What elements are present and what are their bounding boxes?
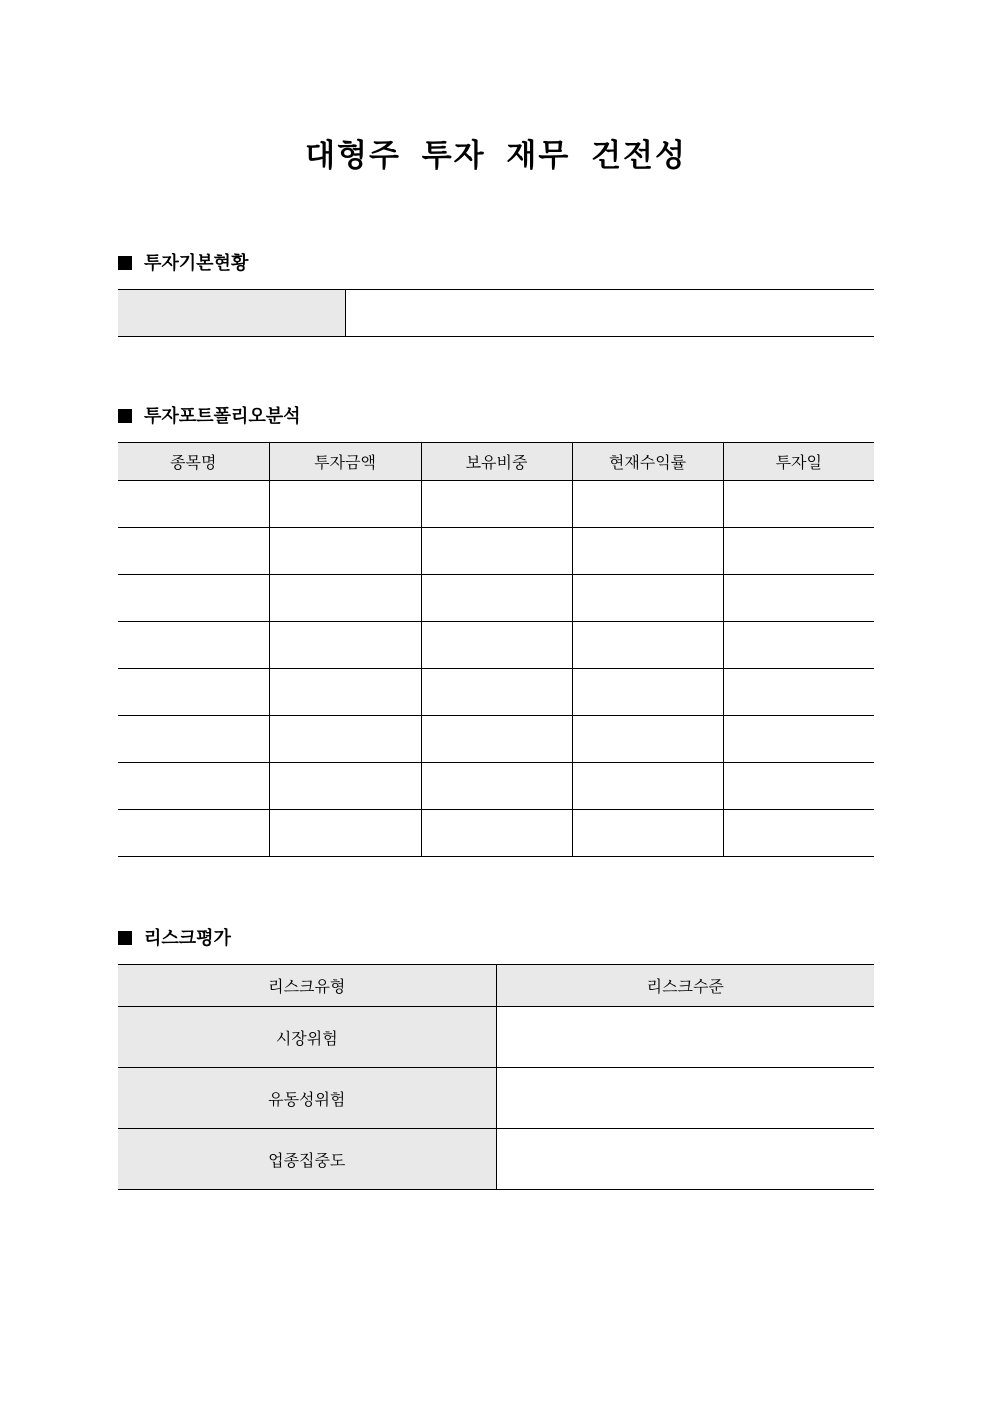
- table-cell[interactable]: [118, 810, 269, 857]
- table-cell[interactable]: [572, 810, 723, 857]
- column-header-investment-amount: 투자금액: [269, 443, 421, 481]
- risk-type-cell: 업종집중도: [118, 1129, 496, 1190]
- table-cell[interactable]: [723, 810, 874, 857]
- risk-level-cell[interactable]: [496, 1068, 874, 1129]
- table-cell[interactable]: [269, 716, 421, 763]
- table-row: [118, 481, 874, 528]
- risk-level-cell[interactable]: [496, 1007, 874, 1068]
- table-cell[interactable]: [572, 716, 723, 763]
- table-row: [118, 1129, 874, 1190]
- basic-status-table: [118, 289, 874, 337]
- table-cell[interactable]: [421, 481, 572, 528]
- section-heading-label: 투자포트폴리오분석: [144, 406, 301, 427]
- table-cell[interactable]: [269, 481, 421, 528]
- table-cell[interactable]: [723, 481, 874, 528]
- table-row: [118, 575, 874, 622]
- column-header-investment-date: 투자일: [723, 443, 874, 481]
- section-heading-risk-assessment: [118, 926, 231, 952]
- section-heading-portfolio: [118, 404, 301, 430]
- table-cell[interactable]: [723, 763, 874, 810]
- section-heading-basic-status: [118, 251, 248, 277]
- table-row: [118, 810, 874, 857]
- table-cell[interactable]: [723, 622, 874, 669]
- table-cell[interactable]: [572, 575, 723, 622]
- column-header-current-return: 현재수익률: [572, 443, 723, 481]
- table-cell[interactable]: [118, 575, 269, 622]
- square-bullet-icon: [118, 931, 132, 945]
- table-cell[interactable]: [118, 481, 269, 528]
- square-bullet-icon: [118, 409, 132, 423]
- table-cell[interactable]: [118, 622, 269, 669]
- table-cell[interactable]: [421, 763, 572, 810]
- column-header-holding-weight: 보유비중: [421, 443, 572, 481]
- table-cell[interactable]: [723, 669, 874, 716]
- column-header-risk-type: 리스크유형: [118, 965, 496, 1007]
- risk-level-cell[interactable]: [496, 1129, 874, 1190]
- table-row: [118, 622, 874, 669]
- table-cell[interactable]: [421, 716, 572, 763]
- table-cell[interactable]: [118, 763, 269, 810]
- table-header-row: [118, 965, 874, 1007]
- table-row: [118, 716, 874, 763]
- basic-status-value-cell[interactable]: [345, 290, 874, 337]
- risk-table: [118, 964, 874, 1190]
- column-header-risk-level: 리스크수준: [496, 965, 874, 1007]
- table-row: [118, 1068, 874, 1129]
- table-cell[interactable]: [269, 575, 421, 622]
- table-row: [118, 763, 874, 810]
- square-bullet-icon: [118, 256, 132, 270]
- table-row: [118, 1007, 874, 1068]
- table-cell[interactable]: [723, 575, 874, 622]
- table-cell[interactable]: [572, 763, 723, 810]
- table-cell[interactable]: [421, 575, 572, 622]
- table-cell[interactable]: [421, 528, 572, 575]
- section-heading-label: 투자기본현황: [144, 253, 249, 274]
- table-cell[interactable]: [269, 810, 421, 857]
- page-title: 대형주 투자 재무 건전성: [305, 138, 687, 174]
- table-header-row: [118, 443, 874, 481]
- table-cell[interactable]: [269, 528, 421, 575]
- table-cell[interactable]: [421, 669, 572, 716]
- portfolio-table: [118, 442, 874, 857]
- table-cell[interactable]: [269, 669, 421, 716]
- table-row: [118, 290, 874, 337]
- table-cell[interactable]: [269, 763, 421, 810]
- table-row: [118, 669, 874, 716]
- table-cell[interactable]: [421, 622, 572, 669]
- column-header-stock-name: 종목명: [118, 443, 269, 481]
- table-cell[interactable]: [118, 716, 269, 763]
- risk-type-cell: 시장위험: [118, 1007, 496, 1068]
- risk-type-cell: 유동성위험: [118, 1068, 496, 1129]
- basic-status-label-cell[interactable]: [118, 290, 345, 337]
- table-cell[interactable]: [421, 810, 572, 857]
- table-cell[interactable]: [118, 669, 269, 716]
- table-cell[interactable]: [269, 622, 421, 669]
- table-cell[interactable]: [723, 716, 874, 763]
- table-cell[interactable]: [723, 528, 874, 575]
- table-cell[interactable]: [572, 528, 723, 575]
- table-cell[interactable]: [118, 528, 269, 575]
- table-cell[interactable]: [572, 669, 723, 716]
- table-row: [118, 528, 874, 575]
- table-cell[interactable]: [572, 481, 723, 528]
- section-heading-label: 리스크평가: [144, 928, 231, 949]
- table-cell[interactable]: [572, 622, 723, 669]
